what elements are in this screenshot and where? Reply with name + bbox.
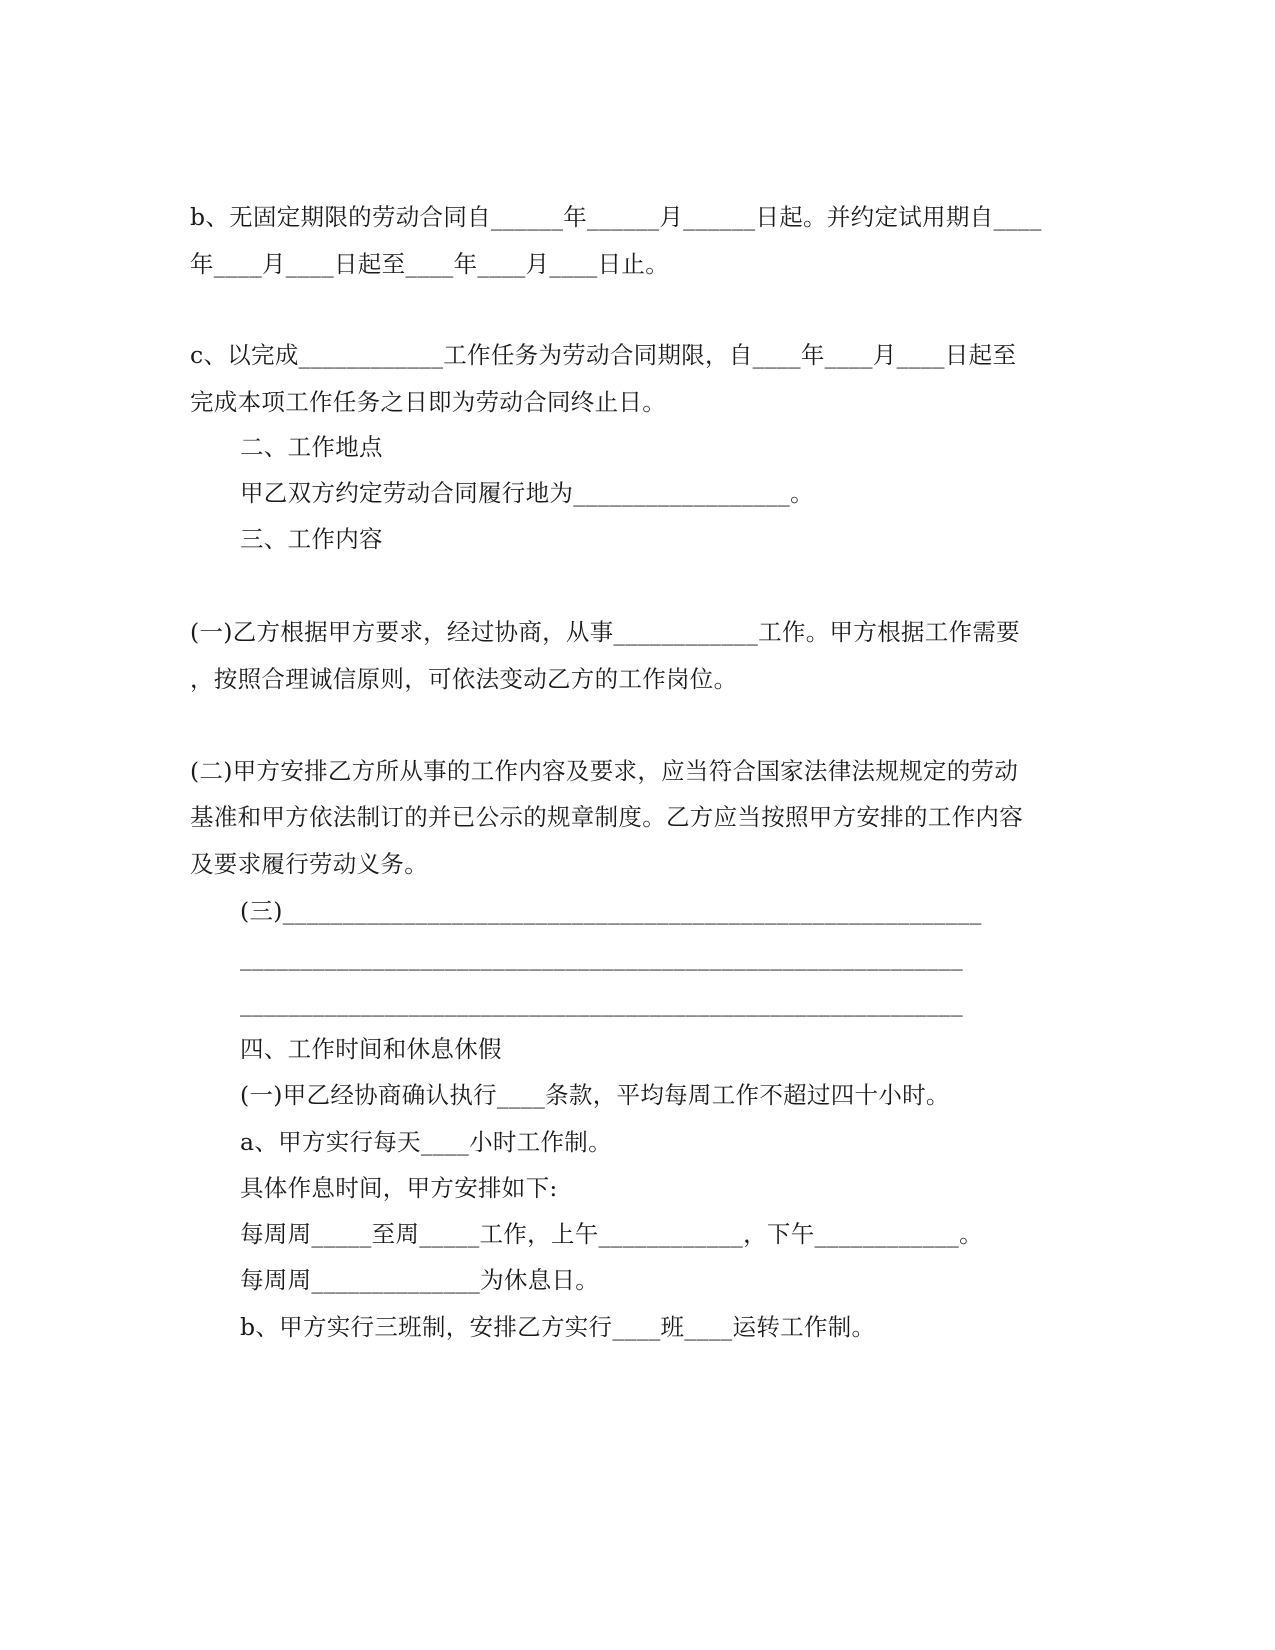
text-line-weekly-schedule: 每周周_____至周_____工作，上午____________，下午____________。 <box>240 1220 983 1248</box>
text-line-schedule-intro: 具体作息时间，甲方安排如下: <box>240 1174 558 1202</box>
text-line-term-c-2: 完成本项工作任务之日即为劳动合同终止日。 <box>190 388 666 416</box>
text-line-term-b-2: 年____月____日起至____年____月____日止。 <box>190 250 669 278</box>
text-line-content-2-b: 基准和甲方依法制订的并已公示的规章制度。乙方应当按照甲方安排的工作内容 <box>190 803 1023 831</box>
text-line-hours-b: b、甲方实行三班制，安排乙方实行____班____运转工作制。 <box>240 1313 876 1341</box>
section-heading-work-hours: 四、工作时间和休息休假 <box>240 1035 502 1063</box>
text-line-content-3-c: ____________________________________________________________ <box>240 989 963 1017</box>
text-line-content-1-b: ，按照合理诚信原则，可依法变动乙方的工作岗位。 <box>190 665 738 693</box>
text-line-content-1-a: (一)乙方根据甲方要求，经过协商，从事____________工作。甲方根据工作需要 <box>190 618 1020 646</box>
text-line-content-2-a: (二)甲方安排乙方所从事的工作内容及要求，应当符合国家法律法规规定的劳动 <box>190 757 1019 785</box>
text-line-content-2-c: 及要求履行劳动义务。 <box>190 850 428 878</box>
text-line-work-location: 甲乙双方约定劳动合同履行地为__________________。 <box>240 479 814 507</box>
text-line-term-c-1: c、以完成____________工作任务为劳动合同期限，自____年____月____日起至 <box>190 341 1017 369</box>
text-line-content-3-a: (三)__________________________________________________________ <box>240 897 982 925</box>
section-heading-work-content: 三、工作内容 <box>240 525 383 553</box>
text-line-content-3-b: ____________________________________________________________ <box>240 943 963 971</box>
text-line-hours-a: a、甲方实行每天____小时工作制。 <box>240 1128 612 1156</box>
text-line-hours-1: (一)甲乙经协商确认执行____条款，平均每周工作不超过四十小时。 <box>240 1081 950 1109</box>
text-line-term-b-1: b、无固定期限的劳动合同自______年______月______日起。并约定试用期自____ <box>190 203 1042 231</box>
section-heading-work-location: 二、工作地点 <box>240 433 383 461</box>
text-line-rest-day: 每周周______________为休息日。 <box>240 1266 600 1294</box>
